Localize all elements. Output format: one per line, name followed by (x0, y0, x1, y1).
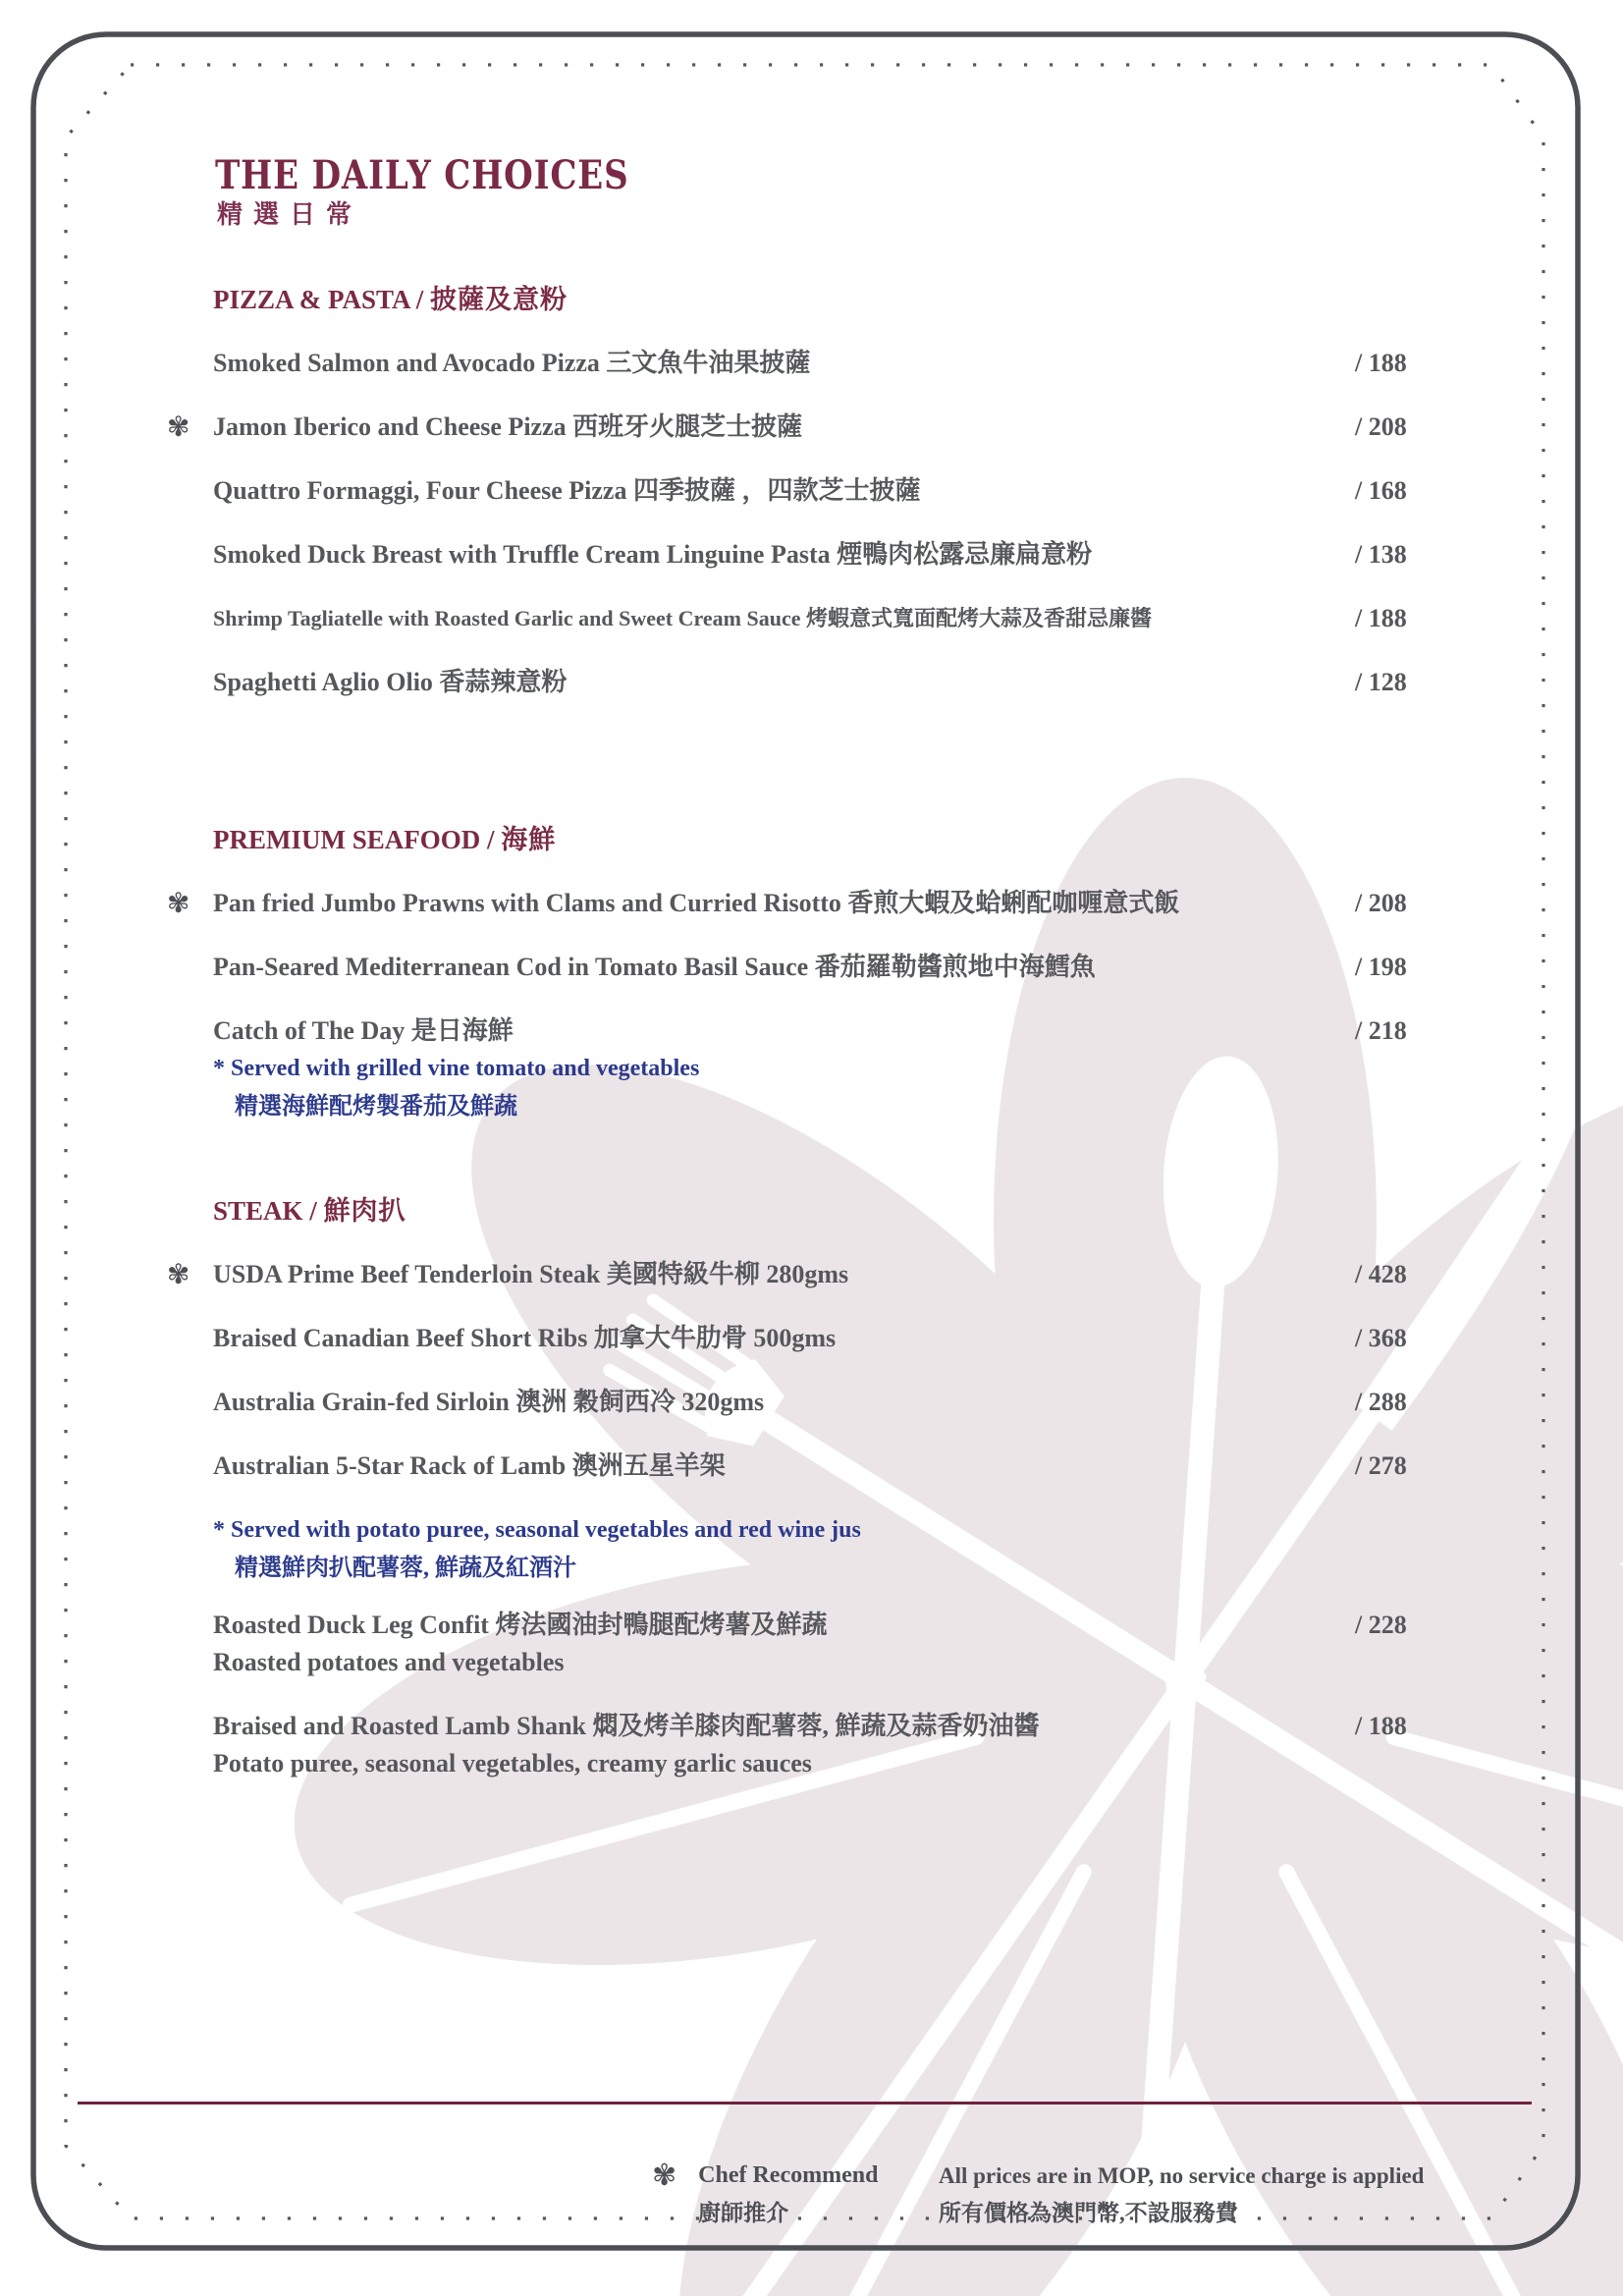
menu-item-row (213, 664, 1424, 701)
chef-recommend-icon: ✾ (652, 2159, 677, 2193)
serving-note-zh: 精選海鮮配烤製番茄及鮮蔬 (235, 1094, 517, 1120)
menu-item-row (213, 536, 1424, 574)
menu-item-price: / 228 (1355, 1611, 1407, 1639)
pricing-note (939, 2157, 1424, 2232)
menu-item-price: / 188 (1355, 604, 1407, 632)
chef-recommend-icon: ✾ (167, 887, 190, 919)
menu-item-row (213, 1607, 1424, 1681)
section-header (213, 283, 1424, 316)
menu-item-name: Jamon Iberico and Cheese Pizza 西班牙火腿芝士披薩 (213, 412, 803, 441)
section-title-en: PIZZA & PASTA (213, 285, 410, 314)
menu-item-name: Shrimp Tagliatelle with Roasted Garlic and Sweet Cream Sauce 烤蝦意式寬面配烤大蒜及香甜忌廉醬 (213, 606, 1152, 630)
menu-item-row (167, 1256, 1424, 1293)
section-header (213, 1194, 1424, 1228)
section-title-zh: 海鮮 (501, 825, 557, 854)
menu-item-price: / 128 (1355, 668, 1407, 696)
section-title-zh: 鮮肉扒 (323, 1196, 406, 1226)
pricing-note-zh: 所有價格為澳門幣,不設服務費 (939, 2201, 1238, 2225)
section-title-separator: / (480, 825, 502, 854)
menu-item-price: / 278 (1355, 1451, 1407, 1480)
menu-item-name: Australian 5-Star Rack of Lamb 澳洲五星羊架 (213, 1451, 726, 1480)
menu-section (167, 1194, 1424, 1809)
menu-item-name: Quattro Formaggi, Four Cheese Pizza 四季披薩 ，四款芝士披薩 (213, 476, 921, 505)
menu-item-name: Catch of The Day 是日海鮮 (213, 1016, 514, 1045)
menu-item-price: / 208 (1355, 412, 1407, 441)
menu-item-price: / 188 (1355, 1712, 1407, 1740)
menu-item-price: / 168 (1355, 476, 1407, 505)
menu-item-name: Smoked Duck Breast with Truffle Cream Linguine Pasta 煙鴨肉松露忌廉扁意粉 (213, 540, 1093, 569)
page-subtitle: 精選日常 (217, 200, 363, 229)
menu-item-name: Braised Canadian Beef Short Ribs 加拿大牛肋骨 500gms (213, 1324, 837, 1352)
page-title: THE DAILY CHOICES (215, 152, 629, 198)
serving-note-zh: 精選鮮肉扒配薯蓉, 鮮蔬及紅酒汁 (235, 1556, 576, 1581)
menu-item-row (213, 600, 1424, 637)
menu-item-price: / 368 (1355, 1324, 1407, 1352)
menu-item-price: / 208 (1355, 889, 1407, 917)
menu-section (167, 283, 1424, 728)
menu-item-price: / 288 (1355, 1388, 1407, 1416)
chef-recommend-legend (652, 2157, 878, 2232)
section-header (213, 823, 1424, 856)
section-title-zh: 披薩及意粉 (430, 285, 568, 314)
pricing-note-en: All prices are in MOP, no service charge is applied (939, 2163, 1425, 2188)
chef-recommend-icon: ✾ (167, 1258, 190, 1290)
menu-item-subtext: Potato puree, seasonal vegetables, creamy garlic sauces (213, 1749, 812, 1777)
serving-note-en: * Served with grilled vine tomato and vegetables (213, 1056, 700, 1081)
menu-item-row (213, 1448, 1424, 1485)
menu-item-row (213, 1320, 1424, 1357)
menu-item-subtext: Roasted potatoes and vegetables (213, 1648, 565, 1676)
menu-item-row (213, 345, 1424, 382)
chef-recommend-icon: ✾ (167, 410, 190, 443)
menu-item-name: Pan-Seared Mediterranean Cod in Tomato Basil Sauce 番茄羅勒醬煎地中海鱈魚 (213, 953, 1096, 981)
legend-label-en: Chef Recommend (698, 2162, 879, 2188)
menu-item-name: Pan fried Jumbo Prawns with Clams and Curried Risotto 香煎大蝦及蛤蜊配咖喱意式飯 (213, 889, 1180, 917)
menu-item-name: Braised and Roasted Lamb Shank 燜及烤羊膝肉配薯蓉, 鮮蔬及蒜香奶油醬 (213, 1712, 1040, 1740)
serving-note-en: * Served with potato puree, seasonal vegetables and red wine jus (213, 1517, 861, 1543)
menu-item-name: USDA Prime Beef Tenderloin Steak 美國特級牛柳 280gms (213, 1260, 849, 1288)
menu-item-price: / 188 (1355, 349, 1407, 377)
menu-item-row (213, 1012, 1424, 1126)
serving-note (213, 1511, 1424, 1588)
legend-label-zh: 廚師推介 (698, 2201, 789, 2225)
section-title-separator: / (409, 285, 431, 314)
menu-item-name: Roasted Duck Leg Confit 烤法國油封鴨腿配烤薯及鮮蔬 (213, 1611, 828, 1639)
section-title-en: PREMIUM SEAFOOD (213, 825, 481, 854)
menu-item-price: / 428 (1355, 1260, 1407, 1288)
menu-item-row (213, 1708, 1424, 1782)
menu-item-name: Spaghetti Aglio Olio 香蒜辣意粉 (213, 668, 568, 696)
menu-section (167, 823, 1424, 1153)
menu-item-name: Australia Grain-fed Sirloin 澳洲 穀飼西冷 320gms (213, 1388, 765, 1416)
section-title-en: STEAK (213, 1196, 303, 1226)
footer-divider-line (78, 2102, 1532, 2105)
menu-item-price: / 198 (1355, 953, 1407, 981)
section-title-separator: / (302, 1196, 324, 1226)
menu-item-price: / 218 (1355, 1016, 1407, 1045)
menu-item-row (213, 949, 1424, 986)
menu-item-row (213, 472, 1424, 510)
menu-item-price: / 138 (1355, 540, 1407, 569)
menu-item-row (167, 885, 1424, 922)
menu-item-row (213, 1384, 1424, 1421)
menu-item-row (167, 409, 1424, 446)
menu-item-name: Smoked Salmon and Avocado Pizza 三文魚牛油果披薩 (213, 349, 811, 377)
